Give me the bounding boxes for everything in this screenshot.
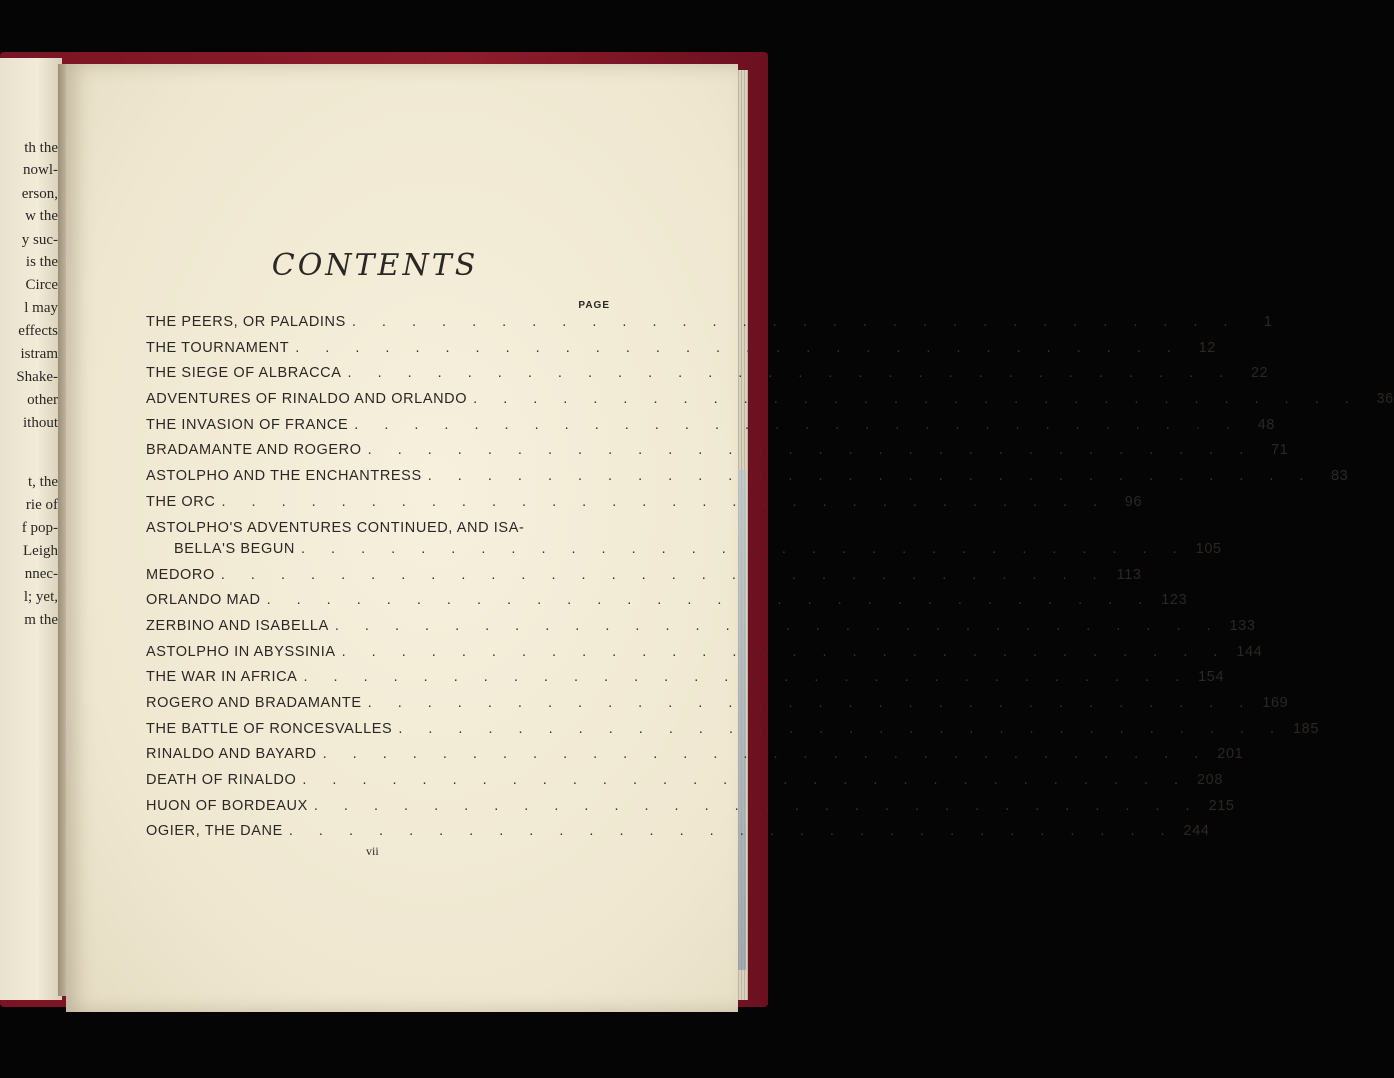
toc-entry-page: 48: [1257, 416, 1275, 433]
contents-heading: CONTENTS: [271, 248, 479, 283]
toc-entry-page: 244: [1183, 823, 1210, 840]
toc-entry: [146, 365, 1269, 391]
leader-dots: . . . . . . . . . . . . . . . . . . . . . . . . . . . . . .: [367, 694, 1255, 711]
left-page-text-line: m the: [24, 612, 58, 628]
leader-dots: . . . . . . . . . . . . . . . . . . . . . . . . . . . . . .: [288, 823, 1176, 840]
left-page-text-line: erson,: [21, 186, 58, 202]
toc-entry-title: MEDORO: [146, 566, 215, 583]
toc-entry-title: THE INVASION OF FRANCE: [146, 416, 349, 433]
left-page-text-line: f pop-: [21, 520, 58, 536]
toc-entry-page: 83: [1331, 468, 1349, 485]
toc-entry-page: 22: [1250, 365, 1269, 382]
toc-entry-page: 144: [1236, 643, 1263, 660]
page-column-label: PAGE: [578, 300, 610, 311]
left-page-text-line: nnec-: [24, 566, 58, 582]
toc-entry-page: 201: [1217, 746, 1244, 763]
toc-entry-title: HUON OF BORDEAUX: [146, 797, 308, 814]
toc-entry-page: 36: [1376, 391, 1394, 408]
toc-entry: [146, 592, 1188, 618]
leader-dots: . . . . . . . . . . . . . . . . . . . . . . . . . . . . . .: [473, 391, 1360, 408]
toc-entry-title: THE SIEGE OF ALBRACCA: [146, 365, 342, 382]
left-page-text-line: nowl-: [23, 162, 58, 178]
left-page-text-line: t, the: [28, 474, 58, 490]
leader-dots: . . . . . . . . . . . . . . . . . . . . . . . . . . . . . .: [300, 540, 1188, 557]
leader-dots: . . . . . . . . . . . . . . . . . . . . . . . . . . . . . .: [221, 493, 1109, 510]
leader-dots: . . . . . . . . . . . . . . . . . . . . . . . . . . . . . .: [341, 643, 1229, 660]
leader-dots: . . . . . . . . . . . . . . . . . . . . . . . . . . . . . .: [367, 442, 1255, 459]
leader-dots: . . . . . . . . . . . . . . . . . . . . . . . . . . . . . .: [295, 339, 1182, 356]
left-page: [0, 58, 62, 1000]
toc-entry-page: 154: [1198, 669, 1225, 686]
leader-dots: . . . . . . . . . . . . . . . . . . . . . . . . . . . . . .: [334, 617, 1222, 634]
toc-entry-page: 113: [1116, 566, 1142, 583]
toc-entry: [146, 314, 1273, 340]
left-page-text-line: y suc-: [21, 232, 58, 248]
toc-entry: [146, 519, 1222, 567]
toc-entry: [146, 468, 1349, 494]
leader-dots: . . . . . . . . . . . . . . . . . . . . . . . . . . . . . .: [220, 566, 1108, 583]
toc-entry-title: ZERBINO AND ISABELLA: [146, 617, 329, 634]
toc-entry-page: 71: [1270, 442, 1289, 459]
toc-entry-page: 169: [1262, 694, 1289, 711]
leader-dots: . . . . . . . . . . . . . . . . . . . . . . . . . . . . . .: [302, 772, 1190, 788]
left-page-text-line: th the: [24, 140, 58, 156]
toc-entry-page: 185: [1293, 720, 1319, 737]
toc-entry: [146, 772, 1224, 798]
toc-entry-title: THE BATTLE OF RONCESVALLES: [146, 720, 393, 737]
toc-entry-title: ASTOLPHO AND THE ENCHANTRESS: [146, 468, 422, 485]
toc-entry: [146, 493, 1143, 520]
leader-dots: . . . . . . . . . . . . . . . . . . . . . . . . . . . . . .: [266, 592, 1154, 609]
toc-entry: [146, 797, 1235, 824]
toc-entry-title: ASTOLPHO IN ABYSSINIA: [146, 643, 336, 660]
toc-entry-page: 1: [1263, 314, 1273, 330]
toc-entry-title: THE ORC: [146, 493, 216, 510]
toc-entry-page: 12: [1198, 339, 1216, 356]
left-page-text-line: l; yet,: [23, 589, 58, 605]
toc-entry: [146, 442, 1289, 468]
left-page-text-line: Circe: [25, 277, 58, 293]
toc-entry: [146, 416, 1275, 443]
toc-entry-page: 215: [1208, 797, 1235, 814]
toc-entry: [146, 746, 1244, 772]
toc-entry-page: 133: [1229, 617, 1256, 634]
toc-entry-title: THE PEERS, OR PALADINS: [146, 314, 346, 330]
toc-entry-title: OGIER, THE DANE: [146, 823, 283, 840]
toc-entry: [146, 617, 1256, 644]
left-page-text-line: effects: [18, 323, 58, 339]
left-page-text-line: other: [27, 392, 58, 408]
left-page-text-line: is the: [25, 254, 58, 270]
toc-entry-title: BRADAMANTE AND ROGERO: [146, 442, 362, 459]
left-page-text-line: istram: [20, 346, 58, 362]
left-page-text-line: Shake-: [16, 369, 58, 385]
left-page-text-line: l may: [24, 300, 58, 316]
leader-dots: . . . . . . . . . . . . . . . . . . . . . . . . . . . . . .: [347, 365, 1235, 382]
leader-dots: . . . . . . . . . . . . . . . . . . . . . . . . . . . . . .: [322, 746, 1210, 763]
leader-dots: . . . . . . . . . . . . . . . . . . . . . . . . . . . . . .: [398, 720, 1285, 737]
left-page-text-line: rie of: [25, 497, 58, 513]
toc-entry-title-line2: BELLA'S BEGUN: [174, 540, 295, 557]
toc-entry: [146, 643, 1263, 670]
toc-entry-page: 208: [1197, 772, 1224, 788]
toc-entry: [146, 720, 1319, 747]
leader-dots: . . . . . . . . . . . . . . . . . . . . . . . . . . . . . .: [303, 669, 1191, 686]
left-page-text-line: ithout: [22, 415, 58, 431]
page-folio: vii: [366, 844, 379, 858]
toc-entry-title: DEATH OF RINALDO: [146, 772, 297, 788]
left-page-text-line: w the: [25, 208, 58, 224]
toc-entry: [146, 391, 1394, 417]
leader-dots: . . . . . . . . . . . . . . . . . . . . . . . . . . . . . .: [354, 416, 1241, 433]
toc-entry-title: ORLANDO MAD: [146, 592, 261, 609]
toc-entry-page: 96: [1124, 493, 1143, 510]
leader-dots: . . . . . . . . . . . . . . . . . . . . . . . . . . . . . .: [351, 314, 1239, 330]
toc-entry: [146, 669, 1225, 695]
leader-dots: . . . . . . . . . . . . . . . . . . . . . . . . . . . . . .: [427, 468, 1315, 485]
leader-dots: . . . . . . . . . . . . . . . . . . . . . . . . . . . . . .: [313, 797, 1201, 814]
toc-entry-title: THE TOURNAMENT: [146, 339, 290, 356]
toc-entry: [146, 339, 1216, 366]
toc-entry-title: ADVENTURES OF RINALDO AND ORLANDO: [146, 391, 468, 408]
toc-entry-title: ROGERO AND BRADAMANTE: [146, 694, 362, 711]
toc-entry-title: RINALDO AND BAYARD: [146, 746, 317, 763]
toc-entry-page: 105: [1195, 540, 1222, 557]
toc-entry: [146, 566, 1142, 593]
left-page-text-line: Leigh: [23, 543, 58, 559]
toc-entry-title-line1: ASTOLPHO'S ADVENTURES CONTINUED, AND ISA-: [146, 519, 525, 536]
toc-entry-title: THE WAR IN AFRICA: [146, 669, 298, 686]
toc-entry: [146, 694, 1289, 721]
toc-entry-page: 123: [1161, 592, 1188, 609]
table-of-contents: [146, 314, 1394, 849]
